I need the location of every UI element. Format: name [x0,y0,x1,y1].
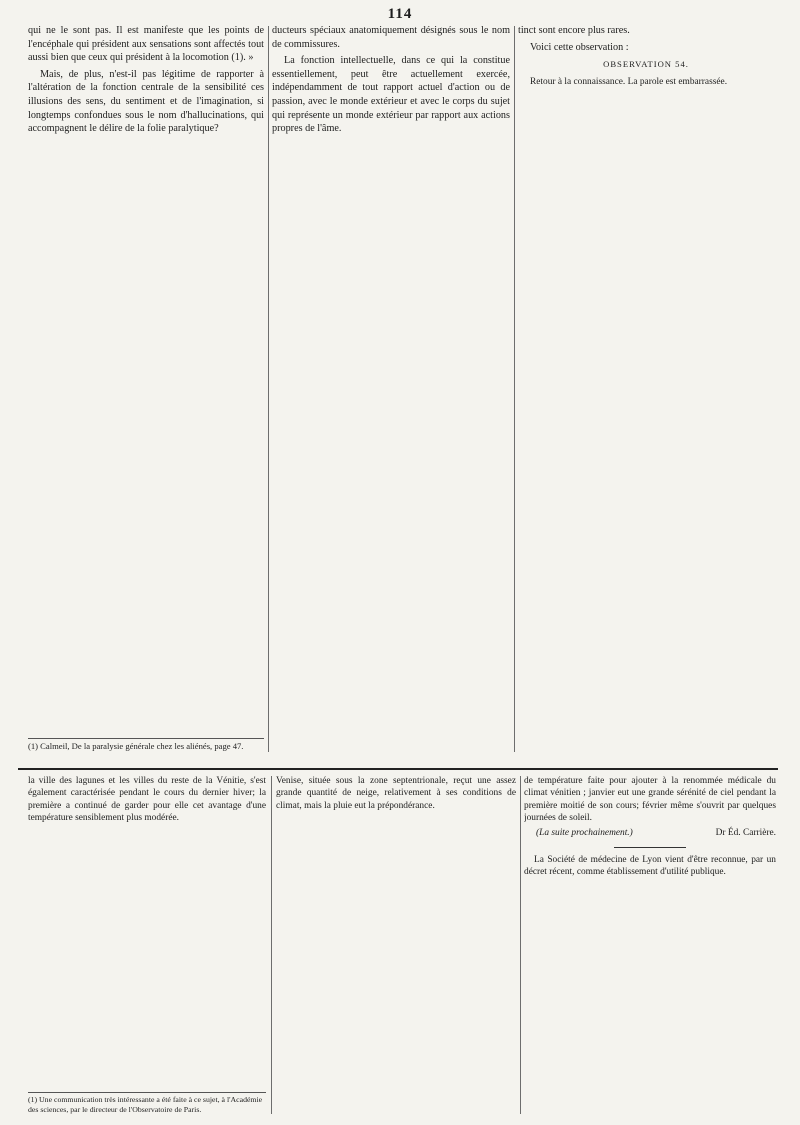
paragraph: de température faite pour ajouter à la renommée médicale du climat vénitien ; janvier eut une grande sérénité de ciel pendant la première moitié de son cours; février même s'ouvrit par quelques journées de soleil. [524,776,776,824]
paragraph: La fonction intellectuelle, dans ce qui la constitue essentiellement, peut être actuellement exercée, indépendamment de tout rapport actuel d'action ou de passion, avec le monde extérieur et avec le corps du sujet qui représente un monde extérieur par rapport aux actions propres de l'âme. [272,55,510,135]
column-divider [514,26,515,752]
upper-column-3 [518,24,774,752]
column-divider [271,776,272,1114]
column-divider [520,776,521,1114]
lower-column-3 [524,775,776,1115]
footnote: (1) Calmeil, De la paralysie générale chez les aliénés, page 47. [28,738,264,752]
announcement: La Société de médecine de Lyon vient d'être reconnue, par un décret récent, comme établissement d'utilité publique. [524,854,776,878]
lower-column-2 [276,775,516,1115]
paragraph: ducteurs spéciaux anatomiquement désignés sous le nom de commissures. [272,25,510,50]
paragraph: tinct sont encore plus rares. [518,25,630,36]
author-signature: Dr Éd. Carrière. [715,827,776,838]
section-divider-rule [18,768,778,770]
paragraph: qui ne le sont pas. Il est manifeste que les points de l'encéphale qui président aux sensations sont affectés tout aussi bien que ceux qui président à la locomotion (1). » [28,25,264,64]
paragraph: Venise, située sous la zone septentrionale, reçut une assez grande quantité de neige, relativement à ses conditions de climat, mais la pluie eut la prépondérance. [276,776,516,811]
paragraph: la ville des lagunes et les villes du reste de la Vénitie, s'est également caractérisée pendant le cours du dernier hiver; la première a continué de garder pour elle cet avantage d'une température sensiblement plus modérée. [28,776,266,824]
paragraph: Mais, de plus, n'est-il pas légitime de rapporter à l'altération de la fonction centrale de la sensibilité ces illusions des sens, du sentiment et de l'imagination, si longtemps confondues sous le nom d'hallucinations, qui accompagnent le délire de la folie paralytique? [28,68,264,135]
footnote: (1) Une communication très intéressante a été faite à ce sujet, à l'Académie des sciences, par le directeur de l'Observatoire de Paris. [28,1092,266,1115]
observation-heading: OBSERVATION 54. [603,59,689,70]
column-divider [268,26,269,752]
upper-column-1 [28,24,264,724]
page-number: 114 [387,6,413,22]
paragraph: Voici cette observation : [530,41,629,53]
observation-paragraph: Retour à la connaissance. La parole est embarrassée. [530,76,728,87]
lower-column-1 [28,775,266,1091]
article-divider [614,847,686,848]
upper-column-2 [272,24,510,752]
continuation-note: (La suite prochainement.) [536,827,633,838]
